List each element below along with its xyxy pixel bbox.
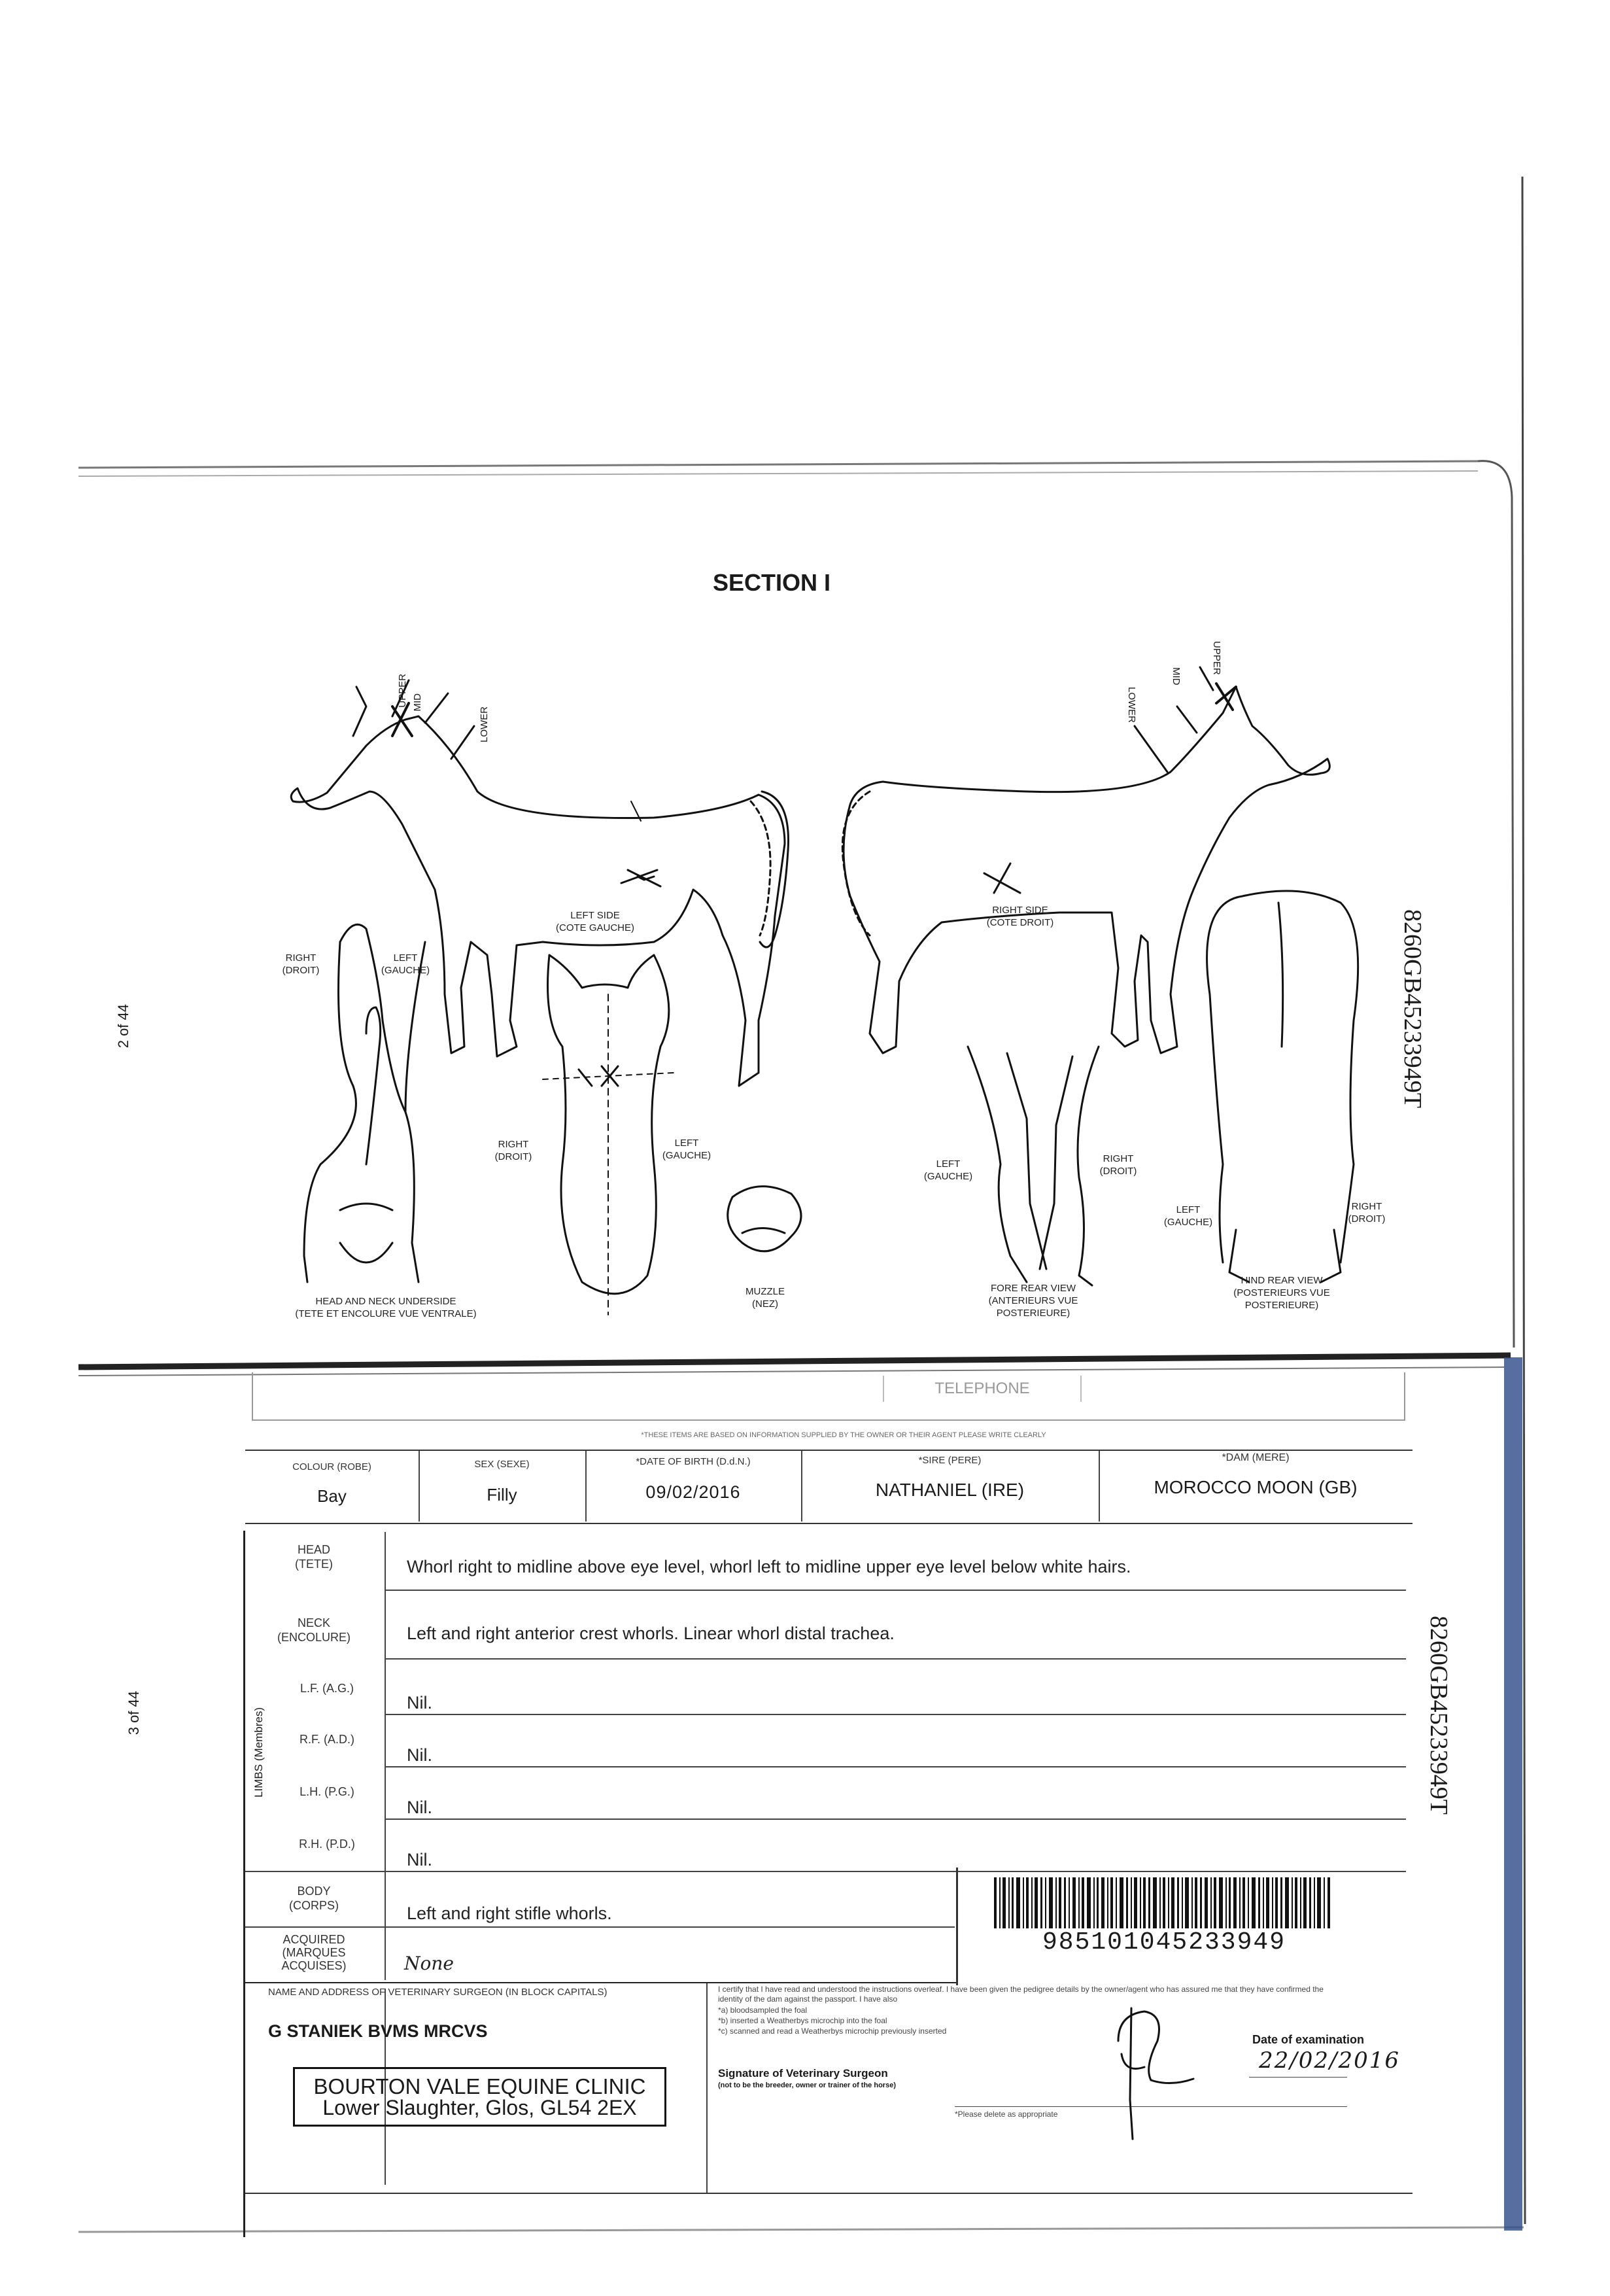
head-right-label: RIGHT (DROIT)	[494, 1139, 532, 1162]
page-number-bottom: 3 of 44	[126, 1691, 142, 1735]
lf-label: L.F. (A.G.)	[300, 1682, 354, 1695]
neck-mid-label-right: MID	[1171, 667, 1182, 686]
neck-label: NECK (ENCOLURE)	[277, 1616, 351, 1644]
hind-right-label: RIGHT (DROIT)	[1348, 1201, 1386, 1225]
dam-value: MOROCCO MOON (GB)	[1154, 1477, 1358, 1497]
head-marking: Whorl right to midline above eye level, whorl left to midline upper eye level below white hairs.	[407, 1557, 1131, 1576]
signature-note: (not to be the breeder, owner or trainer of the horse)	[718, 2081, 896, 2089]
barcode-number: 985101045233949	[994, 1928, 1334, 1957]
hind-rear-view-label: HIND REAR VIEW (POSTERIEURS VUE POSTERIEURE)	[1233, 1275, 1330, 1311]
body-label: BODY (CORPS)	[289, 1885, 339, 1912]
muzzle-view	[728, 1187, 801, 1251]
lh-marking: Nil.	[407, 1798, 432, 1817]
exam-date-label: Date of examination	[1252, 2033, 1365, 2046]
head-neck-underside-label: HEAD AND NECK UNDERSIDE (TETE ET ENCOLURE VUE VENTRALE)	[295, 1296, 477, 1319]
fore-rear-view-label: FORE REAR VIEW (ANTERIEURS VUE POSTERIEURE)	[988, 1283, 1078, 1319]
head-neck-underside	[304, 924, 425, 1282]
acquired-label: ACQUIRED (MARQUES ACQUISES)	[281, 1933, 347, 1972]
cert-option-a: *a) bloodsampled the foal	[718, 2006, 808, 2015]
rh-marking: Nil.	[407, 1850, 432, 1870]
right-side-label: RIGHT SIDE (COTE DROIT)	[986, 905, 1054, 928]
hind-left-label: LEFT (GAUCHE)	[1163, 1204, 1213, 1228]
fore-left-label: LEFT (GAUCHE)	[923, 1158, 973, 1182]
colour-label: COLOUR (ROBE)	[292, 1461, 371, 1472]
neck-marking: Left and right anterior crest whorls. Linear whorl distal trachea.	[407, 1624, 895, 1643]
head-left-label: LEFT (GAUCHE)	[662, 1138, 711, 1161]
right-side-horse	[842, 667, 1329, 1053]
telephone-label: TELEPHONE	[883, 1376, 1082, 1402]
neck-lower-label-right: LOWER	[1126, 687, 1137, 723]
acquired-marking: None	[404, 1953, 454, 1974]
lf-marking: Nil.	[407, 1693, 432, 1713]
underside-left-label: LEFT (GAUCHE)	[381, 952, 430, 976]
muzzle-label: MUZZLE (NEZ)	[745, 1286, 785, 1310]
lh-label: L.H. (P.G.)	[300, 1785, 354, 1798]
section-title: SECTION I	[712, 569, 831, 596]
telephone-row	[252, 1372, 1405, 1421]
clinic-address: Lower Slaughter, Glos, GL54 2EX	[322, 2096, 637, 2119]
delete-note: *Please delete as appropriate	[955, 2110, 1058, 2119]
head-front-view	[543, 955, 674, 1315]
cert-option-b: *b) inserted a Weatherbys microchip into the foal	[718, 2016, 887, 2025]
colour-value: Bay	[317, 1486, 347, 1506]
info-notice: *THESE ITEMS ARE BASED ON INFORMATION SUPPLIED BY THE OWNER OR THEIR AGENT PLEASE WRITE CLEARLY	[641, 1431, 1046, 1439]
signature-label: Signature of Veterinary Surgeon	[718, 2067, 888, 2079]
certification-text: I certify that I have read and understood the instructions overleaf. I have been given the pedigree details by the owner/agent who has assured me that they have confirmed the identity of the dam against the passport. I have also	[718, 1985, 1324, 2004]
vet-name: G STANIEK BVMS MRCVS	[268, 2021, 488, 2041]
rf-label: R.F. (A.D.)	[300, 1733, 354, 1746]
underside-right-label: RIGHT (DROIT)	[282, 952, 320, 976]
sex-value: Filly	[487, 1485, 517, 1505]
neck-lower-label-left: LOWER	[479, 706, 490, 743]
left-side-label: LEFT SIDE (COTE GAUCHE)	[556, 910, 634, 933]
vet-signature	[1105, 2002, 1203, 2146]
dob-value: 09/02/2016	[645, 1482, 741, 1502]
sex-label: SEX (SEXE)	[474, 1459, 530, 1470]
passport-number-bottom: 8260GB45233949T	[1425, 1616, 1452, 1815]
page-number-top: 2 of 44	[115, 1004, 131, 1049]
limbs-label: LIMBS (Membres)	[252, 1707, 265, 1798]
dob-label: *DATE OF BIRTH (D.d.N.)	[636, 1456, 751, 1467]
neck-upper-label-left: UPPER	[397, 674, 408, 708]
dam-label: *DAM (MERE)	[1222, 1452, 1290, 1463]
neck-upper-label-right: UPPER	[1211, 641, 1222, 675]
vet-address-label: NAME AND ADDRESS OF VETERINARY SURGEON (IN BLOCK CAPITALS)	[268, 1987, 608, 1998]
sire-value: NATHANIEL (IRE)	[875, 1480, 1025, 1500]
cert-option-c: *c) scanned and read a Weatherbys microchip previously inserted	[718, 2026, 947, 2036]
body-marking: Left and right stifle whorls.	[407, 1904, 612, 1923]
sire-label: *SIRE (PERE)	[918, 1455, 982, 1466]
exam-date: 22/02/2016	[1259, 2047, 1400, 2074]
clinic-name: BOURTON VALE EQUINE CLINIC	[313, 2074, 646, 2098]
head-label: HEAD (TETE)	[295, 1543, 333, 1571]
neck-mid-label-left: MID	[412, 693, 423, 712]
clinic-stamp	[293, 2067, 666, 2127]
rf-marking: Nil.	[407, 1745, 432, 1765]
passport-number-top: 8260GB45233949T	[1399, 909, 1426, 1108]
fore-rear-view	[968, 1047, 1099, 1285]
rh-label: R.H. (P.D.)	[299, 1837, 355, 1851]
fore-right-label: RIGHT (DROIT)	[1099, 1153, 1137, 1177]
